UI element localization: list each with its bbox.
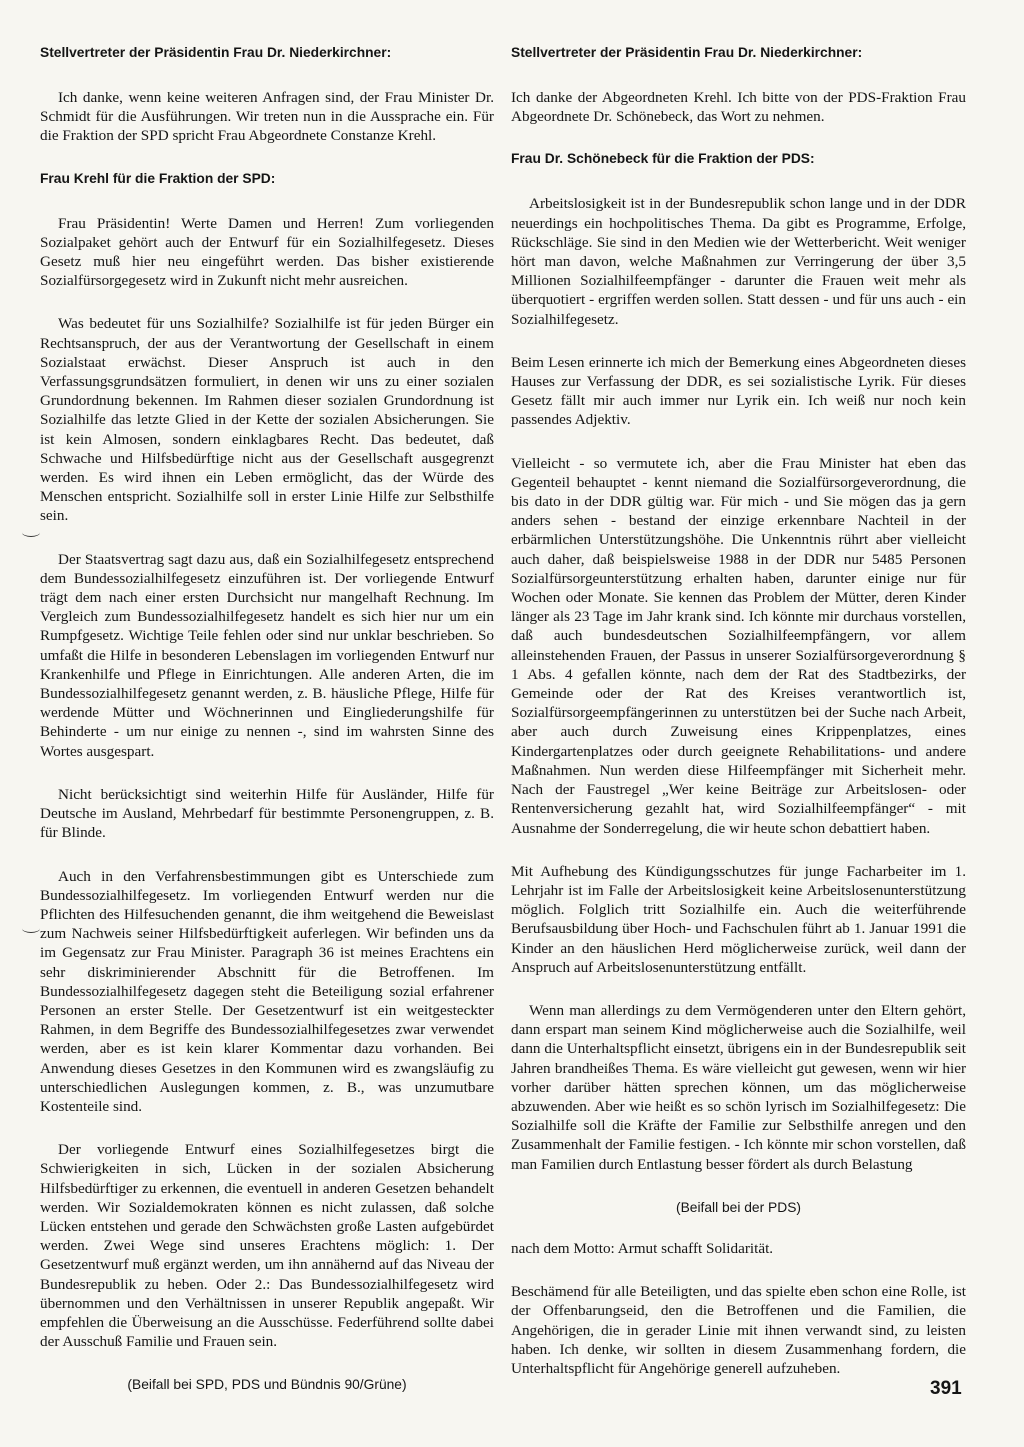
paragraph: Nicht berücksichtigt sind weiterhin Hilfe für Ausländer, Hilfe für Deutsche im Ausland, Mehrbedarf für bestimmte Personengruppen, z. B. für Blinde. (40, 785, 494, 842)
paragraph: Was bedeutet für uns Sozialhilfe? Sozialhilfe ist für jeden Bürger ein Rechtsanspruch, der aus der Verantwortung der Gesellschaft in einem Sozialstaat erwächst. Dieser Anspruch ist auch in den Verfassungsgrundsätzen formuliert, in denen wir uns zu einer sozialen Grundordnung bekennen. Im Rahmen dieser sozialen Grundordnung ist Sozialhilfe das letzte Glied in der Kette der sozialen Absicherungen. Sie ist kein Almosen, sondern einklagbares Recht. Das bedeutet, daß Schwache und Hilfsbedürftige nicht aus der Gesellschaft ausgegrenzt werden. Es wird ihnen ein Leben ermöglicht, das der Würde des Menschen entspricht. Sozialhilfe soll in erster Linie Hilfe zur Selbsthilfe sein. (40, 315, 494, 525)
speaker-heading-niederkirchner: Stellvertreter der Präsidentin Frau Dr. Niederkirchner: (511, 45, 863, 60)
page-number: 391 (930, 1378, 962, 1399)
left-column (40, 44, 494, 1417)
margin-mark (22, 528, 40, 537)
paragraph: Vielleicht - so vermutete ich, aber die Frau Minister hat eben das Gegenteil behauptet - kennt niemand die Sozialfürsorgeverordnung, die bis dato in der DDR gültig war. Für mich - und Sie mögen das ja gern anders sehen - bestand der einzige erkennbare Nachteil in der erbärmlichen Unterstützungshöhe. Die Unkenntnis rührt aber vielleicht auch daher, daß beispielsweise 1988 in der DDR nur 5485 Personen Sozialfürsorgeunterstützung erhalten haben, darunter einige nur für Wochen oder Monate. Sie kennen das Problem der Mütter, deren Kinder länger als 23 Tage im Jahr krank sind. Ich könnte mir durchaus vorstellen, daß auch bundesdeutschen Sozialhilfeempfängern, vor allem alleinstehenden Frauen, der Passus in unserer Sozialfürsorgeverordnung § 1 Abs. 4 gefallen könnte, nach dem der Rat des Stadtbezirks, der Gemeinde oder der Rat des Kreises verantwortlich ist, Sozialfürsorgeempfängerinnen zu unterstützen bei der Suche nach Arbeit, aber auch durch Zuweisung eines Krippenplatzes, eines Kindergartenplatzes oder durch geeignete Rehabilitations- und andere Maßnahmen. Nun werden diese Hilfeempfänger mit Sicherheit mehr. Nach der Faustregel „Wer keine Beiträge zur Arbeitslosen- oder Rentenversicherung gezahlt hat, wird Sozialhilfeempfänger“ - mit Ausnahme der Sonderregelung, die wir heute schon debattiert haben. (511, 454, 966, 837)
speaker-heading-niederkirchner: Stellvertreter der Präsidentin Frau Dr. Niederkirchner: (40, 45, 392, 60)
paragraph: Der Staatsvertrag sagt dazu aus, daß ein Sozialhilfegesetz entsprechend dem Bundessozialhilfegesetz einzuführen ist. Der vorliegende Entwurf trägt dem nach einer ersten Durchsicht nur mangelhaft Rechnung. Im Vergleich zum Bundessozialhilfegesetz handelt es sich hier nur um ein Rumpfgesetz. Wichtige Teile fehlen oder sind nur unklar beschrieben. So umfaßt die Hilfe in besonderen Lebenslagen im vorliegenden Entwurf nur Krankenhilfe und Pflege in Einrichtungen. Alle anderen Arten, die im Bundessozialhilfegesetz genannt werden, z. B. häusliche Pflege, Hilfe für werdende Mütter und Wöchnerinnen und Eingliederungshilfe für Behinderte - um nur einige zu nennen -, sind im wahrsten Sinne des Wortes ausgespart. (40, 550, 494, 760)
paragraph: nach dem Motto: Armut schafft Solidarität. (511, 1239, 774, 1257)
margin-mark (22, 924, 40, 933)
paragraph: Arbeitslosigkeit ist in der Bundesrepublik schon lange und in der DDR neuerdings ein hochpolitisches Thema. Da gibt es Programme, Erfolge, Rückschläge. Sie sind in den Medien wie der Wetterbericht. Weit weniger hört man davon, welche Maßnahmen zur Verringerung der über 3,5 Millionen Sozialhilfeempfänger - darunter die Frauen weit mehr als überquotiert - ergriffen werden sollen. Statt dessen - und für uns auch - ein Sozialhilfegesetz. (511, 195, 966, 328)
applause-note: (Beifall bei der PDS) (676, 1199, 801, 1215)
paragraph: Ich danke, wenn keine weiteren Anfragen sind, der Frau Minister Dr. Schmidt für die Ausführungen. Wir treten nun in die Aussprache ein. Für die Fraktion der SPD spricht Frau Abgeordnete Constanze Krehl. (40, 89, 494, 145)
speaker-heading-schoenebeck: Frau Dr. Schönebeck für die Fraktion der PDS: (511, 151, 815, 167)
right-column (511, 44, 966, 1402)
paragraph: Ich danke der Abgeordneten Krehl. Ich bitte von der PDS-Fraktion Frau Abgeordnete Dr. Schönebeck, das Wort zu nehmen. (511, 89, 966, 126)
paragraph: Wenn man allerdings zu dem Vermögenderen unter den Eltern gehört, dann erspart man seinem Kind möglicherweise auch die Sozialhilfe, weil dann die Unterhaltspflicht einsetzt, übrigens ein in der Bundesrepublik seit Jahren brandheißes Thema. Es wäre vielleicht gut gewesen, wenn wir hier vorher darüber hätten sprechen können, um das möglicherweise abzuwenden. Aber wie heißt es so schön lyrisch im Sozialhilfegesetz: Die Sozialhilfe soll die Kräfte der Familie zur Selbsthilfe anregen und den Zusammenhalt der Familie festigen. - Ich könnte mir schon vorstellen, daß man Familien durch Entlastung besser fördert als durch Belastung (511, 1001, 966, 1173)
paragraph: Beschämend für alle Beteiligten, und das spielte eben schon eine Rolle, ist der Offenbarungseid, den die Betroffenen und die Familien, die Angehörigen, die in gerader Linie mit ihnen verwandt sind, zu leisten haben. Ich denke, wir sollten in diesem Zusammenhang fordern, die Unterhaltspflicht für Angehörige generell aufzuheben. (511, 1283, 966, 1377)
applause-note: (Beifall bei SPD, PDS und Bündnis 90/Grüne) (127, 1377, 407, 1393)
speaker-heading-krehl: Frau Krehl für die Fraktion der SPD: (40, 170, 276, 186)
paragraph: Mit Aufhebung des Kündigungsschutzes für junge Facharbeiter im 1. Lehrjahr ist im Falle der Arbeitslosigkeit keine Arbeitslosenunterstützung möglich. Folglich tritt Sozialhilfe ein. Auch die weiterführende Berufsausbildung über Hoch- und Fachschulen führt ab 1. Januar 1991 die Kinder an den häuslichen Herd möglicherweise zurück, weil dann der Anspruch auf Arbeitslosenunterstützung entfällt. (511, 862, 966, 976)
paragraph: Auch in den Verfahrensbestimmungen gibt es Unterschiede zum Bundessozialhilfegesetz. Im vorliegenden Entwurf werden nur die Pflichten des Hilfesuchenden genannt, die ihm weitgehend die Beweislast zum Nachweis seiner Hilfsbedürftigkeit auferlegen. Wir befinden uns da im Gegensatz zur Frau Minister. Paragraph 36 ist meines Erachtens ein sehr diskriminierender Abschnitt für die Betroffenen. Im Bundessozialhilfegesetz dagegen steht die Beteiligung sozial erfahrener Personen an erster Stelle. Der Gesetzentwurf ist ein weitgesteckter Rahmen, in dem Begriffe des Bundessozialhilfegesetzes zwar verwendet werden, aber es ist kein klarer Kommentar dazu vorhanden. Bei Anwendung dieses Gesetzes in den Kommunen wird es zwangsläufig zu unterschiedlichen Auslegungen kommen, z. B., was unzumutbare Kostenteile sind. (40, 867, 494, 1115)
paragraph: Der vorliegende Entwurf eines Sozialhilfegesetzes birgt die Schwierigkeiten in sich, Lücken in der sozialen Absicherung Hilfsbedürftiger zu erkennen, die eventuell in anderen Gesetzen behandelt werden. Wir Sozialdemokraten können es nicht zulassen, daß solche Lücken entstehen und gerade den Schwächsten große Lasten aufgebürdet werden. Zwei Wege sind unseres Erachtens möglich: 1. Der Gesetzentwurf muß ergänzt werden, um ihn annähernd auf das Niveau der Bundesrepublik zu heben. Oder 2.: Das Bundessozialhilfegesetz wird übernommen und den Verhältnissen in unserer Republik angepaßt. Wir empfehlen die Überweisung an die Ausschüsse. Federführend sollte dabei der Ausschuß Familie und Frauen sein. (40, 1141, 494, 1351)
paragraph: Beim Lesen erinnerte ich mich der Bemerkung eines Abgeordneten dieses Hauses zur Verfassung der DDR, es sei sozialistische Lyrik. Für dieses Gesetz fällt mir auch immer nur Lyrik ein. Ich weiß nur noch kein passendes Adjektiv. (511, 353, 966, 429)
paragraph: Frau Präsidentin! Werte Damen und Herren! Zum vorliegenden Sozialpaket gehört auch der Entwurf für ein Sozialhilfegesetz. Dieses Gesetz muß hier neu eingeführt werden. Das bisher existierende Sozialfürsorgegesetz wird in Zukunft nicht mehr ausreichen. (40, 214, 494, 290)
